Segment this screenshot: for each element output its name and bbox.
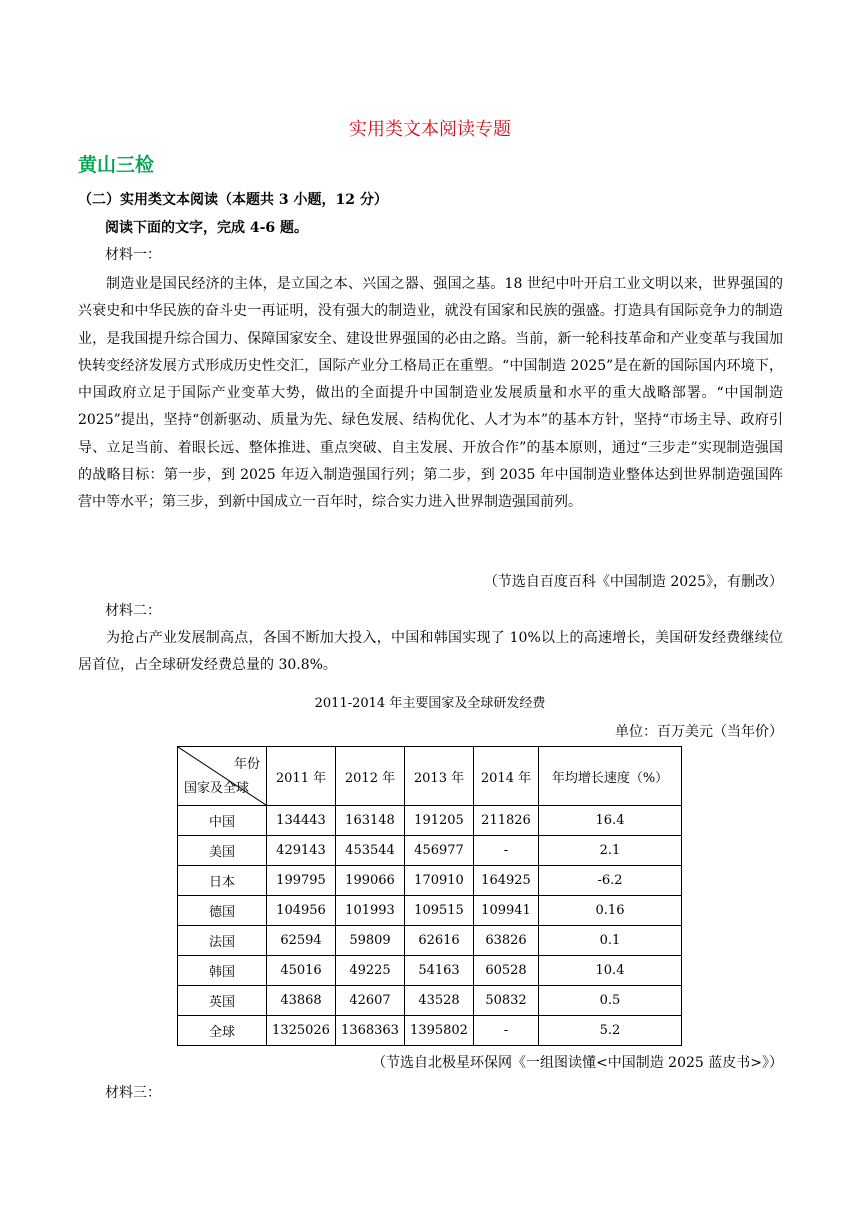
- value-cell: 104956: [267, 896, 336, 926]
- country-cell: 法国: [178, 926, 267, 956]
- country-cell: 韩国: [178, 956, 267, 986]
- value-cell: 49225: [336, 956, 405, 986]
- material-one-label: 材料一：: [105, 247, 161, 263]
- material-two-label: 材料二：: [105, 603, 161, 619]
- material-three-label: 材料三：: [105, 1085, 161, 1101]
- value-cell: 170910: [405, 866, 474, 896]
- value-cell: -: [474, 836, 539, 866]
- country-cell: 中国: [178, 806, 267, 836]
- table-row: [178, 926, 682, 956]
- value-cell: 1325026: [267, 1016, 336, 1046]
- table-row: [178, 896, 682, 926]
- corner-year-label: 年份: [233, 757, 260, 772]
- material-one-source: （节选自百度百科《中国制造 2025》，有删改）: [483, 574, 783, 590]
- value-cell: 62594: [267, 926, 336, 956]
- value-cell: 59809: [336, 926, 405, 956]
- value-cell: 2.1: [539, 836, 682, 866]
- value-cell: 43868: [267, 986, 336, 1016]
- table-row: [178, 1016, 682, 1046]
- value-cell: 163148: [336, 806, 405, 836]
- question-header: （二）实用类文本阅读（本题共 3 小题，12 分）: [78, 192, 388, 208]
- value-cell: -: [474, 1016, 539, 1046]
- value-cell: 16.4: [539, 806, 682, 836]
- header-cell: 2011 年: [267, 747, 336, 806]
- country-cell: 全球: [178, 1016, 267, 1046]
- value-cell: -6.2: [539, 866, 682, 896]
- value-cell: 109941: [474, 896, 539, 926]
- table-row: [178, 986, 682, 1016]
- material-two-text: 为抢占产业发展制高点，各国不断加大投入，中国和韩国实现了 10%以上的高速增长，美国研发经费继续位居首位，占全球研发经费总量的 30.8%。: [78, 630, 783, 674]
- value-cell: 0.1: [539, 926, 682, 956]
- value-cell: 0.16: [539, 896, 682, 926]
- table-row: [178, 806, 682, 836]
- header-cell: 2014 年: [474, 747, 539, 806]
- table-row: [178, 866, 682, 896]
- table-caption: 2011-2014 年主要国家及全球研发经费: [314, 696, 546, 711]
- value-cell: 211826: [474, 806, 539, 836]
- material-two-source: （节选自北极星环保网《一组图读懂<中国制造 2025 蓝皮书>》）: [372, 1055, 783, 1071]
- table-unit: 单位：百万美元（当年价）: [615, 724, 783, 740]
- value-cell: 164925: [474, 866, 539, 896]
- country-cell: 德国: [178, 896, 267, 926]
- document-title: 实用类文本阅读专题: [349, 119, 511, 140]
- header-cell: 2012 年: [336, 747, 405, 806]
- country-cell: 日本: [178, 866, 267, 896]
- material-one-text: 制造业是国民经济的主体，是立国之本、兴国之器、强国之基。18 世纪中叶开启工业文明以来，世界强国的兴衰史和中华民族的奋斗史一再证明，没有强大的制造业，就没有国家和民族的强盛。打造具有国际竞争力的制造业，是我国提升综合国力、保障国家安全、建设世界强国的必由之路。当前，新一轮科技革命和产业变革与我国加快转变经济发展方式形成历史性交汇，国际产业分工格局正在重塑。“中国制造 2025”是在新的国际国内环境下，中国政府立足于国际产业变革大势，做出的全面提升中国制造业发展质量和水平的重大战略部署。“中国制造 2025”提出，坚持“创新驱动、质量为先、绿色发展、结构优化、人才为本”的基本方针，坚持“市场主导、政府引导、立足当前、着眼长远、整体推进、重点突破、自主发展、开放合作”的基本原则，通过“三步走”实现制造强国的战略目标：第一步，到 2025 年迈入制造强国行列；第二步，到 2035 年中国制造业整体达到世界制造强国阵营中等水平；第三步，到新中国成立一百年时，综合实力进入世界制造强国前列。: [78, 276, 783, 511]
- value-cell: 10.4: [539, 956, 682, 986]
- value-cell: 134443: [267, 806, 336, 836]
- value-cell: 45016: [267, 956, 336, 986]
- header-cell: 年均增长速度（%）: [539, 747, 682, 806]
- header-cell: 2013 年: [405, 747, 474, 806]
- value-cell: 191205: [405, 806, 474, 836]
- country-cell: 英国: [178, 986, 267, 1016]
- value-cell: 5.2: [539, 1016, 682, 1046]
- section-heading: 黄山三检: [78, 154, 155, 176]
- value-cell: 199066: [336, 866, 405, 896]
- reading-instruction: 阅读下面的文字，完成 4-6 题。: [105, 220, 309, 236]
- value-cell: 1368363: [336, 1016, 405, 1046]
- value-cell: 43528: [405, 986, 474, 1016]
- value-cell: 60528: [474, 956, 539, 986]
- table-header-row: [178, 747, 682, 806]
- country-cell: 美国: [178, 836, 267, 866]
- table-row: [178, 836, 682, 866]
- corner-country-label: 国家及全球: [184, 781, 250, 796]
- value-cell: 199795: [267, 866, 336, 896]
- value-cell: 62616: [405, 926, 474, 956]
- value-cell: 1395802: [405, 1016, 474, 1046]
- table-row: [178, 956, 682, 986]
- rd-expenditure-table: [177, 746, 682, 1046]
- value-cell: 0.5: [539, 986, 682, 1016]
- value-cell: 456977: [405, 836, 474, 866]
- value-cell: 42607: [336, 986, 405, 1016]
- value-cell: 54163: [405, 956, 474, 986]
- value-cell: 429143: [267, 836, 336, 866]
- value-cell: 453544: [336, 836, 405, 866]
- table-corner-cell: [178, 747, 267, 806]
- value-cell: 63826: [474, 926, 539, 956]
- value-cell: 50832: [474, 986, 539, 1016]
- value-cell: 109515: [405, 896, 474, 926]
- value-cell: 101993: [336, 896, 405, 926]
- table-body: [178, 806, 682, 1046]
